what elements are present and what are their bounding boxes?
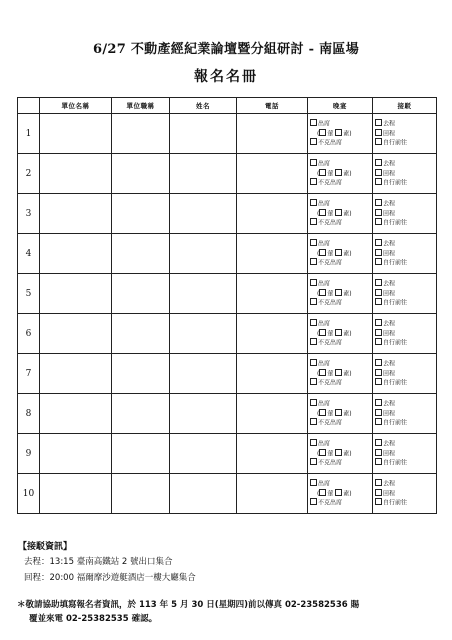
- dinner-absent-option[interactable]: [308, 338, 372, 348]
- shuttle-go-label: 去程: [383, 200, 396, 208]
- shuttle-return-label: 回程: [383, 410, 396, 418]
- shuttle-return-info: 回程：20:00 福爾摩沙遊艇酒店一樓大廳集合: [24, 573, 196, 583]
- dinner-absent-option[interactable]: [308, 138, 372, 148]
- dinner-meal-choice: ( 葷 素): [317, 330, 352, 338]
- phone-cell[interactable]: [237, 314, 308, 354]
- name-cell[interactable]: [170, 394, 237, 434]
- dinner-attend-label: 出席: [318, 160, 331, 168]
- shuttle-go-option[interactable]: [373, 319, 436, 329]
- dinner-meal-choice: ( 葷 素): [317, 290, 352, 298]
- shuttle-go-label: 去程: [383, 320, 396, 328]
- name-cell[interactable]: [170, 194, 237, 234]
- dinner-cell: [308, 474, 373, 514]
- checkbox[interactable]: [310, 439, 317, 446]
- name-cell[interactable]: [170, 114, 237, 154]
- dinner-veg-label: 素: [343, 290, 350, 298]
- checkbox[interactable]: [375, 338, 382, 345]
- shuttle-info-heading: 【接駁資訊】: [18, 542, 73, 552]
- shuttle-return-option[interactable]: [373, 169, 436, 179]
- unit-name-cell[interactable]: [40, 194, 112, 234]
- checkbox[interactable]: [310, 319, 317, 326]
- shuttle-return-label: 回程: [383, 490, 396, 498]
- dinner-absent-label: 不克出席: [318, 139, 343, 147]
- checkbox[interactable]: [335, 129, 342, 136]
- checkbox[interactable]: [319, 489, 326, 496]
- dinner-cell: [308, 234, 373, 274]
- checkbox[interactable]: [375, 359, 382, 366]
- shuttle-self-option[interactable]: [373, 458, 436, 468]
- shuttle-return-label: 回程: [383, 450, 396, 458]
- dinner-attend-label: 出席: [318, 400, 331, 408]
- dinner-absent-option[interactable]: [308, 378, 372, 388]
- checkbox[interactable]: [335, 489, 342, 496]
- shuttle-self-option[interactable]: [373, 498, 436, 508]
- row-number: 5: [18, 274, 40, 314]
- shuttle-go-option[interactable]: [373, 199, 436, 209]
- dinner-meal-choice: ( 葷 素): [317, 170, 352, 178]
- checkbox[interactable]: [319, 409, 326, 416]
- checkbox[interactable]: [375, 498, 382, 505]
- shuttle-self-label: 自行前往: [383, 299, 408, 307]
- shuttle-return-option[interactable]: [373, 249, 436, 259]
- shuttle-go-label: 去程: [383, 280, 396, 288]
- dinner-meal-choice: ( 葷 素): [317, 450, 352, 458]
- checkbox[interactable]: [375, 319, 382, 326]
- dinner-cell: [308, 434, 373, 474]
- dinner-absent-option[interactable]: [308, 258, 372, 268]
- dinner-veg-label: 素: [343, 370, 350, 378]
- dinner-attend-option[interactable]: [308, 199, 372, 209]
- checkbox[interactable]: [375, 369, 382, 376]
- dinner-meat-label: 葷: [327, 410, 334, 418]
- dinner-veg-label: 素: [343, 170, 350, 178]
- checkbox[interactable]: [335, 329, 342, 336]
- dinner-meal-choice: ( 葷 素): [317, 370, 352, 378]
- shuttle-go-label: 去程: [383, 360, 396, 368]
- shuttle-go-option[interactable]: [373, 239, 436, 249]
- unit-name-cell[interactable]: [40, 354, 112, 394]
- dinner-absent-label: 不克出席: [318, 259, 343, 267]
- checkbox[interactable]: [319, 289, 326, 296]
- checkbox[interactable]: [319, 249, 326, 256]
- table-row: [18, 274, 437, 314]
- shuttle-self-label: 自行前往: [383, 379, 408, 387]
- dinner-meat-label: 葷: [327, 250, 334, 258]
- dinner-meal-choice: ( 葷 素): [317, 410, 352, 418]
- unit-title-cell[interactable]: [112, 354, 170, 394]
- row-number: 7: [18, 354, 40, 394]
- checkbox[interactable]: [375, 119, 382, 126]
- checkbox[interactable]: [375, 199, 382, 206]
- dinner-meat-label: 葷: [327, 450, 334, 458]
- row-number: 8: [18, 394, 40, 434]
- shuttle-self-label: 自行前往: [383, 419, 408, 427]
- checkbox[interactable]: [310, 378, 317, 385]
- checkbox[interactable]: [375, 249, 382, 256]
- row-number: 6: [18, 314, 40, 354]
- dinner-meat-label: 葷: [327, 370, 334, 378]
- phone-cell[interactable]: [237, 194, 308, 234]
- shuttle-self-label: 自行前往: [383, 459, 408, 467]
- checkbox[interactable]: [335, 369, 342, 376]
- name-cell[interactable]: [170, 154, 237, 194]
- dinner-absent-label: 不克出席: [318, 419, 343, 427]
- table-row: [18, 434, 437, 474]
- checkbox[interactable]: [319, 209, 326, 216]
- unit-title-cell[interactable]: [112, 154, 170, 194]
- dinner-meal-choice: ( 葷 素): [317, 130, 352, 138]
- dinner-absent-option[interactable]: [308, 218, 372, 228]
- name-cell[interactable]: [170, 474, 237, 514]
- checkbox[interactable]: [375, 489, 382, 496]
- dinner-meat-label: 葷: [327, 130, 334, 138]
- checkbox[interactable]: [375, 279, 382, 286]
- dinner-absent-option[interactable]: [308, 298, 372, 308]
- shuttle-return-option[interactable]: [373, 329, 436, 339]
- checkbox[interactable]: [310, 498, 317, 505]
- table-header-row: [18, 98, 437, 114]
- dinner-cell: [308, 354, 373, 394]
- table-row: [18, 314, 437, 354]
- column-header-dinner: 晚宴: [308, 98, 373, 114]
- dinner-veg-label: 素: [343, 130, 350, 138]
- shuttle-self-option[interactable]: [373, 338, 436, 348]
- shuttle-return-option[interactable]: [373, 289, 436, 299]
- checkbox[interactable]: [375, 409, 382, 416]
- checkbox[interactable]: [375, 178, 382, 185]
- dinner-absent-label: 不克出席: [318, 499, 343, 507]
- checkbox[interactable]: [319, 169, 326, 176]
- table-row: [18, 474, 437, 514]
- name-cell[interactable]: [170, 314, 237, 354]
- phone-cell[interactable]: [237, 354, 308, 394]
- checkbox[interactable]: [375, 479, 382, 486]
- checkbox[interactable]: [310, 479, 317, 486]
- table-row: [18, 234, 437, 274]
- dinner-absent-label: 不克出席: [318, 339, 343, 347]
- unit-title-cell[interactable]: [112, 114, 170, 154]
- unit-name-cell[interactable]: [40, 274, 112, 314]
- row-number: 9: [18, 434, 40, 474]
- unit-name-cell[interactable]: [40, 154, 112, 194]
- dinner-absent-label: 不克出席: [318, 219, 343, 227]
- shuttle-return-option[interactable]: [373, 129, 436, 139]
- dinner-absent-label: 不克出席: [318, 179, 343, 187]
- shuttle-go-option[interactable]: [373, 159, 436, 169]
- checkbox[interactable]: [310, 199, 317, 206]
- dinner-absent-label: 不克出席: [318, 379, 343, 387]
- checkbox[interactable]: [319, 449, 326, 456]
- checkbox[interactable]: [310, 338, 317, 345]
- name-cell[interactable]: [170, 234, 237, 274]
- registration-notice: [17, 598, 437, 626]
- dinner-veg-label: 素: [343, 210, 350, 218]
- checkbox[interactable]: [310, 138, 317, 145]
- shuttle-return-option[interactable]: [373, 369, 436, 379]
- dinner-attend-label: 出席: [318, 440, 331, 448]
- phone-cell[interactable]: [237, 114, 308, 154]
- table-row: [18, 194, 437, 234]
- shuttle-cell: [373, 354, 437, 394]
- table-row: [18, 154, 437, 194]
- notice-line-2: 覆並來電 02-25382535 確認。: [29, 614, 158, 624]
- dinner-meal-choice: ( 葷 素): [317, 210, 352, 218]
- shuttle-cell: [373, 314, 437, 354]
- shuttle-return-option[interactable]: [373, 449, 436, 459]
- shuttle-self-option[interactable]: [373, 178, 436, 188]
- checkbox[interactable]: [310, 399, 317, 406]
- notice-line-1: ＊敬請協助填寫報名者資訊，於 113 年 5 月 30 日(星期四)前以傳真 02-23582536 賜: [17, 600, 360, 610]
- unit-title-cell[interactable]: [112, 194, 170, 234]
- page-title: 6/27 不動產經紀業論壇暨分組研討 - 南區場: [92, 42, 360, 57]
- dinner-attend-label: 出席: [318, 480, 331, 488]
- shuttle-return-option[interactable]: [373, 209, 436, 219]
- shuttle-go-option[interactable]: [373, 279, 436, 289]
- dinner-attend-option[interactable]: [308, 439, 372, 449]
- dinner-attend-option[interactable]: [308, 159, 372, 169]
- checkbox[interactable]: [335, 289, 342, 296]
- name-cell[interactable]: [170, 354, 237, 394]
- dinner-absent-option[interactable]: [308, 498, 372, 508]
- shuttle-go-option[interactable]: [373, 359, 436, 369]
- shuttle-return-label: 回程: [383, 370, 396, 378]
- checkbox[interactable]: [310, 218, 317, 225]
- row-number: 1: [18, 114, 40, 154]
- dinner-attend-label: 出席: [318, 240, 331, 248]
- shuttle-return-label: 回程: [383, 130, 396, 138]
- column-header-unit-name: 單位名稱: [40, 98, 112, 114]
- column-header-index: [18, 98, 40, 114]
- shuttle-go-label: 去程: [383, 480, 396, 488]
- shuttle-go-option[interactable]: [373, 399, 436, 409]
- shuttle-self-option[interactable]: [373, 418, 436, 428]
- checkbox[interactable]: [319, 369, 326, 376]
- shuttle-cell: [373, 154, 437, 194]
- shuttle-self-label: 自行前往: [383, 219, 408, 227]
- shuttle-self-option[interactable]: [373, 298, 436, 308]
- checkbox[interactable]: [310, 159, 317, 166]
- unit-title-cell[interactable]: [112, 234, 170, 274]
- shuttle-go-option[interactable]: [373, 119, 436, 129]
- shuttle-self-option[interactable]: [373, 138, 436, 148]
- checkbox[interactable]: [319, 129, 326, 136]
- checkbox[interactable]: [375, 329, 382, 336]
- checkbox[interactable]: [375, 289, 382, 296]
- column-header-unit-title: 單位職稱: [112, 98, 170, 114]
- shuttle-return-label: 回程: [383, 330, 396, 338]
- unit-name-cell[interactable]: [40, 434, 112, 474]
- unit-name-cell[interactable]: [40, 474, 112, 514]
- dinner-absent-label: 不克出席: [318, 299, 343, 307]
- checkbox[interactable]: [310, 418, 317, 425]
- shuttle-return-option[interactable]: [373, 409, 436, 419]
- shuttle-self-label: 自行前往: [383, 179, 408, 187]
- checkbox[interactable]: [335, 169, 342, 176]
- dinner-cell: [308, 314, 373, 354]
- shuttle-self-label: 自行前往: [383, 499, 408, 507]
- checkbox[interactable]: [335, 449, 342, 456]
- shuttle-return-option[interactable]: [373, 489, 436, 499]
- shuttle-self-option[interactable]: [373, 218, 436, 228]
- table-row: [18, 394, 437, 434]
- unit-name-cell[interactable]: [40, 234, 112, 274]
- checkbox[interactable]: [310, 279, 317, 286]
- dinner-attend-label: 出席: [318, 360, 331, 368]
- dinner-attend-option[interactable]: [308, 359, 372, 369]
- dinner-meat-label: 葷: [327, 170, 334, 178]
- shuttle-cell: [373, 274, 437, 314]
- dinner-attend-option[interactable]: [308, 119, 372, 129]
- dinner-meat-label: 葷: [327, 490, 334, 498]
- shuttle-go-option[interactable]: [373, 439, 436, 449]
- checkbox[interactable]: [375, 159, 382, 166]
- unit-title-cell[interactable]: [112, 274, 170, 314]
- checkbox[interactable]: [375, 439, 382, 446]
- phone-cell[interactable]: [237, 234, 308, 274]
- name-cell[interactable]: [170, 434, 237, 474]
- shuttle-self-label: 自行前往: [383, 139, 408, 147]
- checkbox[interactable]: [375, 458, 382, 465]
- checkbox[interactable]: [310, 178, 317, 185]
- column-header-shuttle: 接駁: [373, 98, 437, 114]
- dinner-veg-label: 素: [343, 490, 350, 498]
- dinner-absent-option[interactable]: [308, 418, 372, 428]
- shuttle-return-label: 回程: [383, 170, 396, 178]
- dinner-cell: [308, 194, 373, 234]
- dinner-cell: [308, 154, 373, 194]
- checkbox[interactable]: [375, 298, 382, 305]
- checkbox[interactable]: [310, 298, 317, 305]
- shuttle-self-label: 自行前往: [383, 259, 408, 267]
- dinner-attend-label: 出席: [318, 280, 331, 288]
- shuttle-go-option[interactable]: [373, 479, 436, 489]
- dinner-attend-label: 出席: [318, 200, 331, 208]
- shuttle-go-label: 去程: [383, 240, 396, 248]
- dinner-attend-label: 出席: [318, 320, 331, 328]
- unit-name-cell[interactable]: [40, 394, 112, 434]
- dinner-attend-option[interactable]: [308, 239, 372, 249]
- shuttle-return-label: 回程: [383, 210, 396, 218]
- dinner-cell: [308, 114, 373, 154]
- shuttle-cell: [373, 434, 437, 474]
- row-number: 10: [18, 474, 40, 514]
- shuttle-cell: [373, 194, 437, 234]
- checkbox[interactable]: [375, 218, 382, 225]
- dinner-meal-choice: ( 葷 素): [317, 250, 352, 258]
- table-row: [18, 114, 437, 154]
- unit-title-cell[interactable]: [112, 434, 170, 474]
- dinner-meal-choice: ( 葷 素): [317, 490, 352, 498]
- dinner-absent-option[interactable]: [308, 458, 372, 468]
- checkbox[interactable]: [319, 329, 326, 336]
- checkbox[interactable]: [375, 399, 382, 406]
- checkbox[interactable]: [375, 209, 382, 216]
- column-header-name: 姓名: [170, 98, 237, 114]
- checkbox[interactable]: [375, 418, 382, 425]
- checkbox[interactable]: [335, 209, 342, 216]
- shuttle-cell: [373, 114, 437, 154]
- shuttle-go-info: 去程：13:15 臺南高鐵站 2 號出口集合: [24, 557, 173, 567]
- dinner-veg-label: 素: [343, 330, 350, 338]
- dinner-meat-label: 葷: [327, 290, 334, 298]
- shuttle-go-label: 去程: [383, 400, 396, 408]
- dinner-meat-label: 葷: [327, 210, 334, 218]
- shuttle-return-label: 回程: [383, 290, 396, 298]
- row-number: 2: [18, 154, 40, 194]
- checkbox[interactable]: [310, 258, 317, 265]
- shuttle-go-label: 去程: [383, 120, 396, 128]
- row-number: 3: [18, 194, 40, 234]
- shuttle-go-label: 去程: [383, 440, 396, 448]
- dinner-veg-label: 素: [343, 450, 350, 458]
- dinner-absent-label: 不克出席: [318, 459, 343, 467]
- checkbox[interactable]: [310, 359, 317, 366]
- row-number: 4: [18, 234, 40, 274]
- shuttle-cell: [373, 474, 437, 514]
- table-row: [18, 354, 437, 394]
- dinner-veg-label: 素: [343, 410, 350, 418]
- checkbox[interactable]: [375, 138, 382, 145]
- checkbox[interactable]: [375, 129, 382, 136]
- phone-cell[interactable]: [237, 394, 308, 434]
- registration-table: [17, 97, 437, 514]
- checkbox[interactable]: [375, 449, 382, 456]
- phone-cell[interactable]: [237, 474, 308, 514]
- unit-title-cell[interactable]: [112, 474, 170, 514]
- shuttle-self-option[interactable]: [373, 258, 436, 268]
- unit-name-cell[interactable]: [40, 314, 112, 354]
- shuttle-self-option[interactable]: [373, 378, 436, 388]
- shuttle-cell: [373, 394, 437, 434]
- checkbox[interactable]: [335, 409, 342, 416]
- unit-name-cell[interactable]: [40, 114, 112, 154]
- dinner-veg-label: 素: [343, 250, 350, 258]
- checkbox[interactable]: [310, 239, 317, 246]
- checkbox[interactable]: [310, 119, 317, 126]
- dinner-meat-label: 葷: [327, 330, 334, 338]
- column-header-phone: 電話: [237, 98, 308, 114]
- dinner-attend-option[interactable]: [308, 479, 372, 489]
- dinner-cell: [308, 274, 373, 314]
- shuttle-go-label: 去程: [383, 160, 396, 168]
- name-cell[interactable]: [170, 274, 237, 314]
- phone-cell[interactable]: [237, 274, 308, 314]
- unit-title-cell[interactable]: [112, 394, 170, 434]
- dinner-cell: [308, 394, 373, 434]
- phone-cell[interactable]: [237, 434, 308, 474]
- dinner-attend-option[interactable]: [308, 399, 372, 409]
- shuttle-self-label: 自行前往: [383, 339, 408, 347]
- dinner-attend-option[interactable]: [308, 279, 372, 289]
- phone-cell[interactable]: [237, 154, 308, 194]
- checkbox[interactable]: [375, 239, 382, 246]
- checkbox[interactable]: [335, 249, 342, 256]
- checkbox[interactable]: [375, 169, 382, 176]
- shuttle-cell: [373, 234, 437, 274]
- dinner-absent-option[interactable]: [308, 178, 372, 188]
- dinner-attend-label: 出席: [318, 120, 331, 128]
- shuttle-return-label: 回程: [383, 250, 396, 258]
- unit-title-cell[interactable]: [112, 314, 170, 354]
- checkbox[interactable]: [375, 258, 382, 265]
- checkbox[interactable]: [310, 458, 317, 465]
- checkbox[interactable]: [375, 378, 382, 385]
- dinner-attend-option[interactable]: [308, 319, 372, 329]
- page-subtitle: 報名名冊: [194, 69, 258, 85]
